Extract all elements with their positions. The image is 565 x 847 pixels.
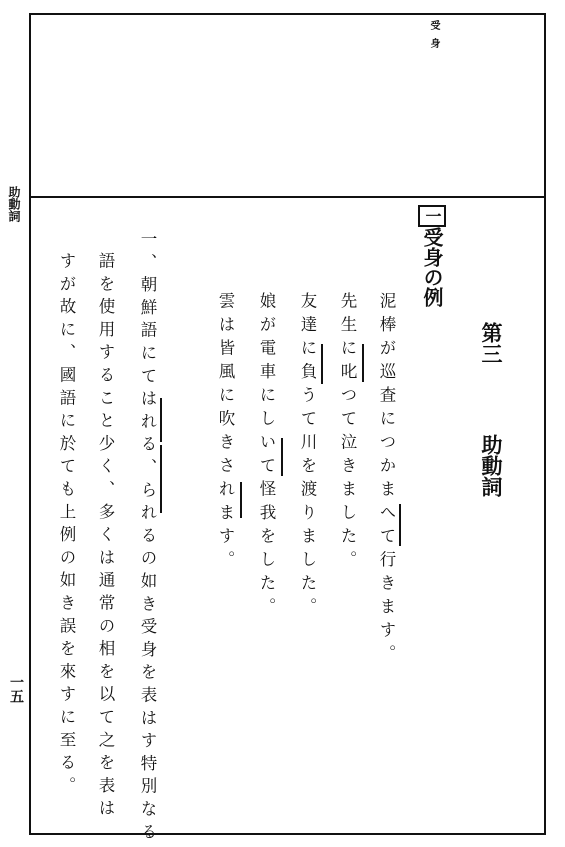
emphasis-mark <box>362 344 364 382</box>
chapter-number: 第三 <box>479 322 504 364</box>
emphasis-mark <box>399 504 401 546</box>
example-sentence-3: 友達に負うて川を渡りました。 <box>298 292 317 621</box>
section-number-box: 一 <box>418 205 446 227</box>
emphasis-mark <box>160 398 162 442</box>
running-head: 受身 <box>428 20 439 56</box>
example-sentence-2: 先生に叱つて泣きました。 <box>338 292 357 574</box>
example-sentence-1: 泥棒が巡査につかまへて行きます。 <box>377 292 396 668</box>
margin-section-label: 助動詞 <box>7 186 21 222</box>
emphasis-mark <box>160 445 162 513</box>
section-title: 受身の例 <box>420 227 444 307</box>
page-number: 一五 <box>8 675 24 703</box>
note-line-1: 一、朝鮮語にてはれる、られるの如き受身を表はす特別なる <box>138 230 157 846</box>
note-line-3: すが故に、國語に於ても上例の如き誤を來すに至る。 <box>57 252 76 800</box>
chapter-title: 助動詞 <box>479 434 504 497</box>
emphasis-mark <box>240 482 242 518</box>
emphasis-mark <box>321 344 323 384</box>
note-line-2: 語を使用すること少く、多くは通常の相を以て之を表は <box>96 252 115 822</box>
example-sentence-4: 娘が電車にしいて怪我をした。 <box>257 292 276 621</box>
example-sentence-5: 雲は皆風に吹きされます。 <box>216 292 235 574</box>
section-heading <box>418 205 446 307</box>
chapter-heading <box>478 322 504 497</box>
header-divider <box>29 196 546 198</box>
emphasis-mark <box>281 438 283 476</box>
